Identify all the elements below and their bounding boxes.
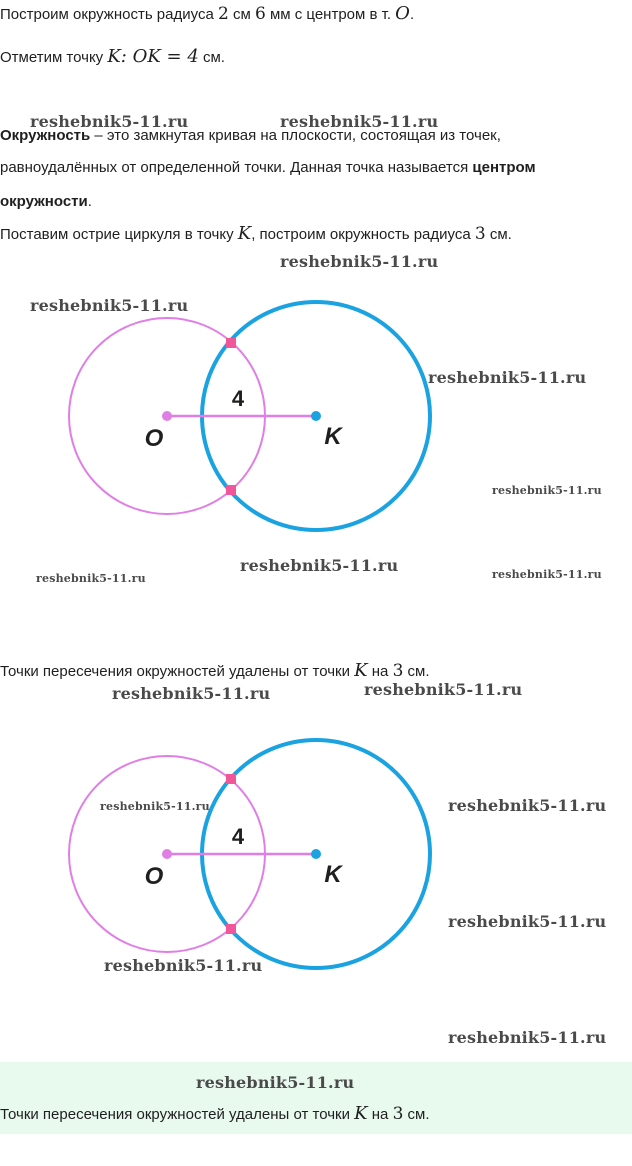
watermark: reshebnik5-11.ru bbox=[30, 296, 189, 315]
answer-text: Точки пересечения окружностей удалены от точки K на 3 см. bbox=[0, 1103, 430, 1124]
watermark: reshebnik5-11.ru bbox=[100, 800, 210, 813]
label-o: O bbox=[144, 863, 164, 890]
definition-term: Окружность bbox=[0, 127, 91, 144]
watermark: reshebnik5-11.ru bbox=[492, 568, 602, 581]
intersection-top bbox=[226, 774, 236, 784]
watermark: reshebnik5-11.ru bbox=[448, 796, 607, 815]
watermark: reshebnik5-11.ru bbox=[280, 112, 439, 131]
point-o bbox=[162, 849, 172, 859]
watermark: reshebnik5-11.ru bbox=[492, 484, 602, 497]
text-line-2: Отметим точку K: OK = 4 см. bbox=[0, 46, 225, 67]
definition-line-3: окружности. bbox=[0, 193, 92, 210]
text-line-1: Построим окружность радиуса 2 см 6 мм с центром в т. O. bbox=[0, 3, 415, 24]
watermark: reshebnik5-11.ru bbox=[428, 368, 587, 387]
watermark: reshebnik5-11.ru bbox=[112, 684, 271, 703]
watermark: reshebnik5-11.ru bbox=[364, 680, 523, 699]
watermark: reshebnik5-11.ru bbox=[104, 956, 263, 975]
watermark: reshebnik5-11.ru bbox=[196, 1073, 355, 1092]
watermark: reshebnik5-11.ru bbox=[448, 912, 607, 931]
label-dist: 4 bbox=[231, 386, 245, 411]
label-dist: 4 bbox=[231, 824, 245, 849]
watermark: reshebnik5-11.ru bbox=[448, 1028, 607, 1047]
watermark: reshebnik5-11.ru bbox=[240, 556, 399, 575]
label-k: K bbox=[324, 423, 342, 450]
watermark: reshebnik5-11.ru bbox=[36, 572, 146, 585]
label-k: K bbox=[324, 861, 342, 888]
definition-center: центром bbox=[472, 159, 536, 176]
watermark: reshebnik5-11.ru bbox=[30, 112, 189, 131]
watermark: reshebnik5-11.ru bbox=[280, 252, 439, 271]
result-line-1: Точки пересечения окружностей удалены от точки K на 3 см. bbox=[0, 660, 430, 681]
point-k bbox=[311, 849, 321, 859]
definition-line-2: равноудалённых от определенной точки. Данная точка называется центром bbox=[0, 159, 536, 176]
definition-line-1: Окружность – это замкнутая кривая на плоскости, состоящая из точек, bbox=[0, 127, 501, 144]
intersection-bottom bbox=[226, 924, 236, 934]
label-o: O bbox=[144, 425, 164, 452]
text-line-3: Поставим острие циркуля в точку K, построим окружность радиуса 3 см. bbox=[0, 223, 512, 244]
